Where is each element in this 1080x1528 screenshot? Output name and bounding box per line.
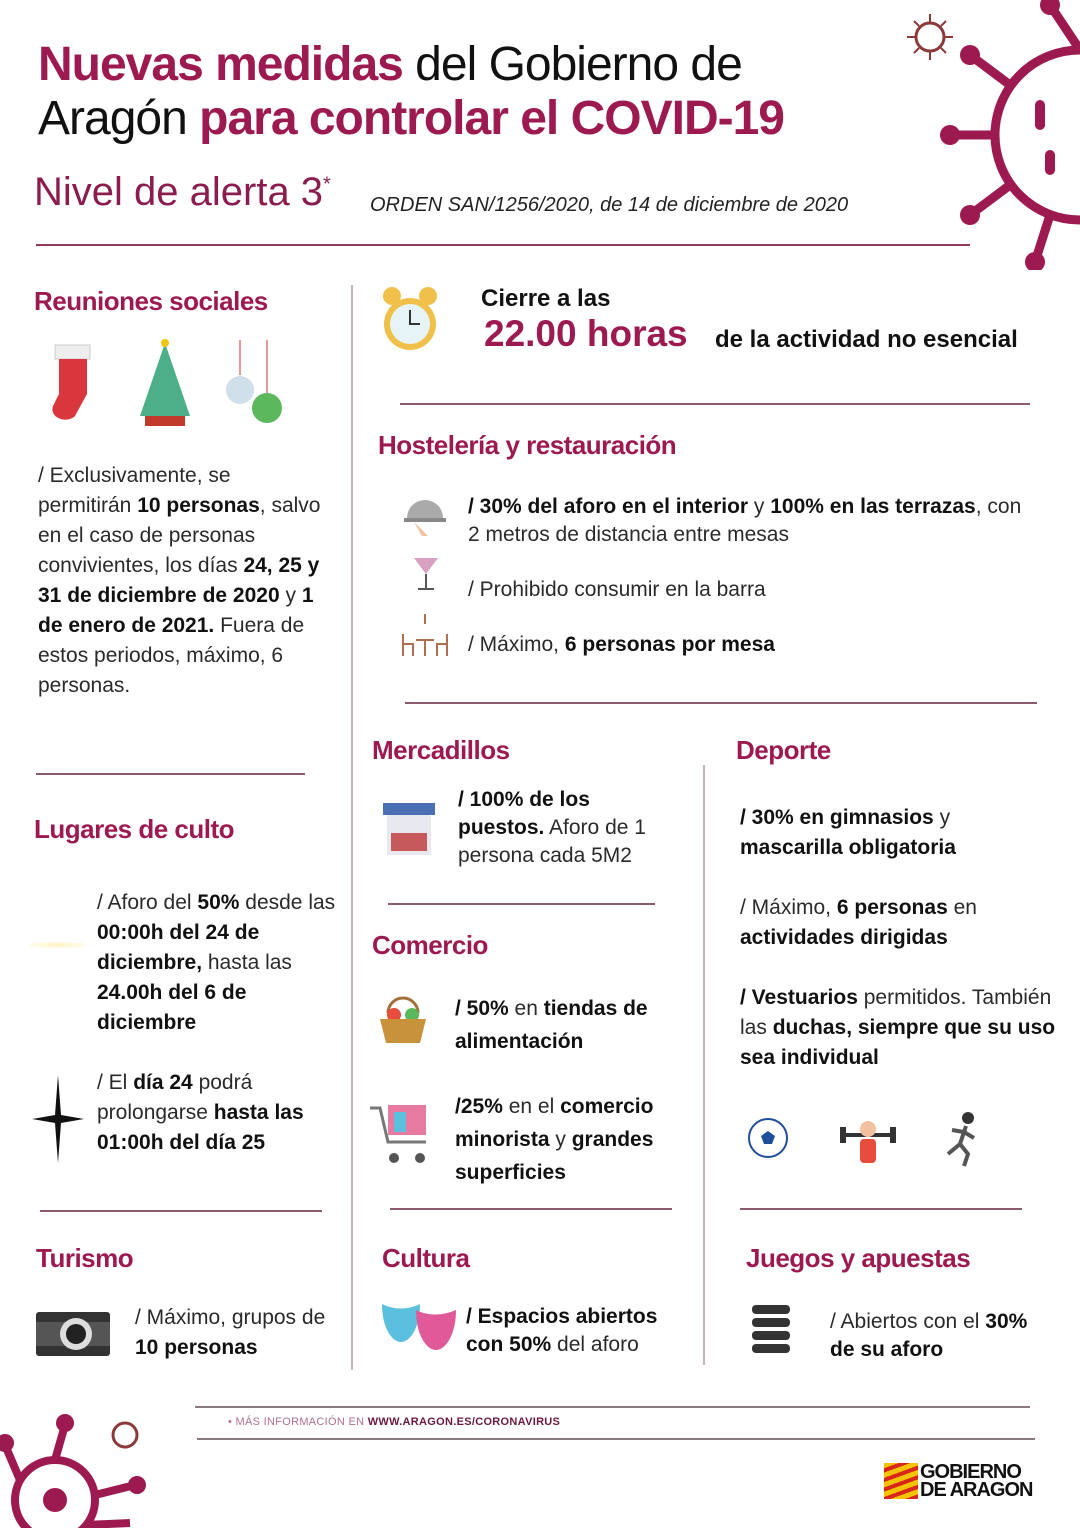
- text: / Máximo, grupos de: [135, 1306, 326, 1329]
- mercadillos-text: [458, 786, 678, 870]
- soccer-ball-icon: [747, 1117, 789, 1159]
- section-title-culto: Lugares de culto: [34, 814, 235, 844]
- weightlifter-icon: [838, 1115, 898, 1165]
- text: / Abiertos con el: [830, 1310, 986, 1333]
- divider: [740, 1208, 1022, 1210]
- bold-text: grandes superficies: [455, 1128, 654, 1184]
- divider: [400, 403, 1030, 405]
- hosteleria-item-2: [468, 575, 766, 605]
- turismo-text: [135, 1303, 335, 1363]
- aragon-flag-icon: [884, 1463, 918, 1499]
- hosteleria-item-1: [468, 493, 1038, 549]
- text: / Prohibido consumir en la barra: [468, 578, 766, 601]
- text: en: [947, 896, 977, 919]
- text: y: [748, 495, 771, 518]
- bold-text: 1 de enero de 2021.: [38, 584, 314, 637]
- section-title-reuniones: Reuniones sociales: [34, 286, 268, 316]
- juegos-text: [830, 1308, 1030, 1364]
- text: y: [279, 584, 302, 607]
- text: Aforo de 1 persona cada 5M2: [458, 816, 646, 867]
- bold-text: día 24: [133, 1071, 193, 1094]
- bold-text: duchas, siempre que su uso sea individual: [740, 1016, 1056, 1069]
- table-chairs-icon: [400, 612, 450, 658]
- theater-masks-icon: [380, 1300, 458, 1352]
- cierre-description: de la actividad no esencial: [715, 326, 1018, 353]
- light-sparkle-icon: [30, 942, 85, 948]
- bold-text: 24, 25 y 31 de diciembre de 2020: [38, 554, 320, 607]
- reuniones-text: [38, 461, 328, 701]
- bold-text: / Vestuarios: [740, 986, 858, 1009]
- divider: [405, 702, 1037, 704]
- christmas-tree-icon: [135, 338, 195, 428]
- divider: [390, 1208, 672, 1210]
- grocery-basket-icon: [378, 993, 428, 1045]
- text: podrá prolongarse: [97, 1071, 253, 1124]
- deporte-text-1: [740, 803, 1040, 863]
- alert-level-text: Nivel de alerta 3: [34, 170, 324, 214]
- bold-text: 100% en las terrazas: [770, 495, 976, 518]
- text: / Máximo,: [468, 633, 565, 656]
- cierre-time: 22.00 horas: [484, 313, 688, 354]
- text: y: [933, 806, 951, 829]
- title-line-2: [38, 92, 784, 146]
- section-title-deporte: Deporte: [736, 735, 831, 765]
- title-line-1: [38, 38, 784, 92]
- text: en el: [502, 1095, 561, 1118]
- more-info-prefix: MÁS INFORMACIÓN EN: [235, 1416, 368, 1428]
- cocktail-icon: [412, 552, 440, 592]
- bold-text: / 30% del aforo en el interior: [468, 495, 749, 518]
- divider: [40, 1210, 322, 1212]
- text: del aforo: [551, 1333, 639, 1356]
- text: , salvo en el caso de personas convivientes, los días: [38, 494, 321, 577]
- bold-text: hasta las 01:00h del día 25: [97, 1101, 304, 1154]
- bold-text: / 50%: [455, 997, 509, 1020]
- gobierno-aragon-logo: [884, 1463, 1032, 1499]
- text: desde las: [239, 891, 336, 914]
- header-divider: [36, 244, 970, 246]
- bold-text: 00:00h del 24 de diciembre,: [97, 921, 260, 974]
- comercio-text-2: [455, 1090, 700, 1189]
- comercio-text-1: [455, 992, 695, 1058]
- bold-text: 6 personas por mesa: [564, 633, 775, 656]
- section-title-turismo: Turismo: [36, 1243, 134, 1273]
- bold-text: 6 personas: [836, 896, 948, 919]
- bold-text: Nuevas medidas: [38, 38, 403, 91]
- more-info: • MÁS INFORMACIÓN EN WWW.ARAGON.ES/CORONAVIRUS: [228, 1416, 561, 1428]
- more-info-link[interactable]: WWW.ARAGON.ES/CORONAVIRUS: [367, 1416, 561, 1428]
- text: hasta las: [202, 951, 292, 974]
- section-title-hosteleria: Hostelería y restauración: [378, 430, 677, 460]
- bold-text: para controlar el COVID-19: [199, 92, 784, 145]
- poker-chips-icon: [750, 1303, 792, 1357]
- cierre-label: Cierre a las: [481, 285, 611, 312]
- bold-text: / Espacios abiertos con 50%: [466, 1305, 658, 1356]
- text: Aragón: [38, 92, 200, 145]
- bold-text: comercio minorista: [455, 1095, 654, 1151]
- bold-text: 50%: [197, 891, 240, 914]
- section-title-cultura: Cultura: [382, 1243, 470, 1273]
- stocking-icon: [45, 340, 100, 425]
- deporte-text-2: [740, 893, 1040, 953]
- runner-icon: [942, 1110, 982, 1168]
- footer-divider: [195, 1406, 1030, 1408]
- culto-text-2: [97, 1068, 337, 1158]
- cloche-icon: [404, 493, 446, 538]
- bold-text: 24.00h del 6 de diciembre: [97, 981, 247, 1034]
- bold-text: mascarilla obligatoria: [740, 836, 956, 859]
- bold-text: / 30% en gimnasios: [740, 806, 934, 829]
- alarm-clock-icon: [380, 284, 440, 356]
- small-virus-icon: [905, 12, 955, 62]
- bold-text: 10 personas: [135, 1336, 258, 1359]
- text: del Gobierno de: [402, 38, 742, 91]
- ornaments-icon: [225, 340, 285, 425]
- order-reference: ORDEN SAN/1256/2020, de 14 de diciembre de 2020: [370, 194, 849, 216]
- alert-level: [34, 170, 331, 215]
- bold-text: tiendas de alimentación: [455, 997, 648, 1053]
- column-divider: [703, 765, 705, 1365]
- divider: [388, 903, 655, 905]
- hosteleria-item-3: [468, 630, 775, 660]
- bold-text: 10 personas: [137, 494, 260, 517]
- text: Fuera de estos periodos, máximo, 6 personas.: [38, 614, 305, 697]
- text: / El: [97, 1071, 134, 1094]
- text: / Máximo,: [740, 896, 837, 919]
- section-title-comercio: Comercio: [372, 930, 488, 960]
- logo-line-2: DE ARAGON: [920, 1479, 1033, 1501]
- shopping-cart-icon: [368, 1100, 433, 1165]
- text: en: [508, 997, 544, 1020]
- section-title-juegos: Juegos y apuestas: [746, 1243, 971, 1273]
- bold-text: actividades dirigidas: [740, 926, 948, 949]
- text: / Exclusivamente, se permitirán: [38, 464, 231, 517]
- camera-icon: [36, 1308, 110, 1356]
- logo-line-1: GOBIERNO: [920, 1461, 1021, 1483]
- column-divider: [351, 285, 353, 1370]
- text: y: [549, 1128, 572, 1151]
- asterisk: *: [323, 173, 331, 196]
- market-stall-icon: [383, 803, 435, 855]
- virus-icon: [940, 0, 1080, 270]
- star-icon: [32, 1075, 84, 1163]
- virus-icon-bottom: [0, 1405, 160, 1528]
- bold-text: / 100% de los puestos.: [458, 788, 590, 839]
- text: / Aforo del: [97, 891, 198, 914]
- deporte-text-3: [740, 983, 1060, 1073]
- bold-text: /25%: [455, 1095, 503, 1118]
- culto-text-1: [97, 888, 347, 1038]
- text: permitidos. También las: [740, 986, 1052, 1039]
- text: , con 2 metros de distancia entre mesas: [468, 495, 1022, 546]
- footer-divider: [197, 1438, 1035, 1440]
- page-title: [38, 38, 784, 146]
- cultura-text: [466, 1303, 691, 1359]
- section-title-mercadillos: Mercadillos: [372, 735, 510, 765]
- divider: [36, 773, 305, 775]
- bold-text: 30% de su aforo: [830, 1310, 1028, 1361]
